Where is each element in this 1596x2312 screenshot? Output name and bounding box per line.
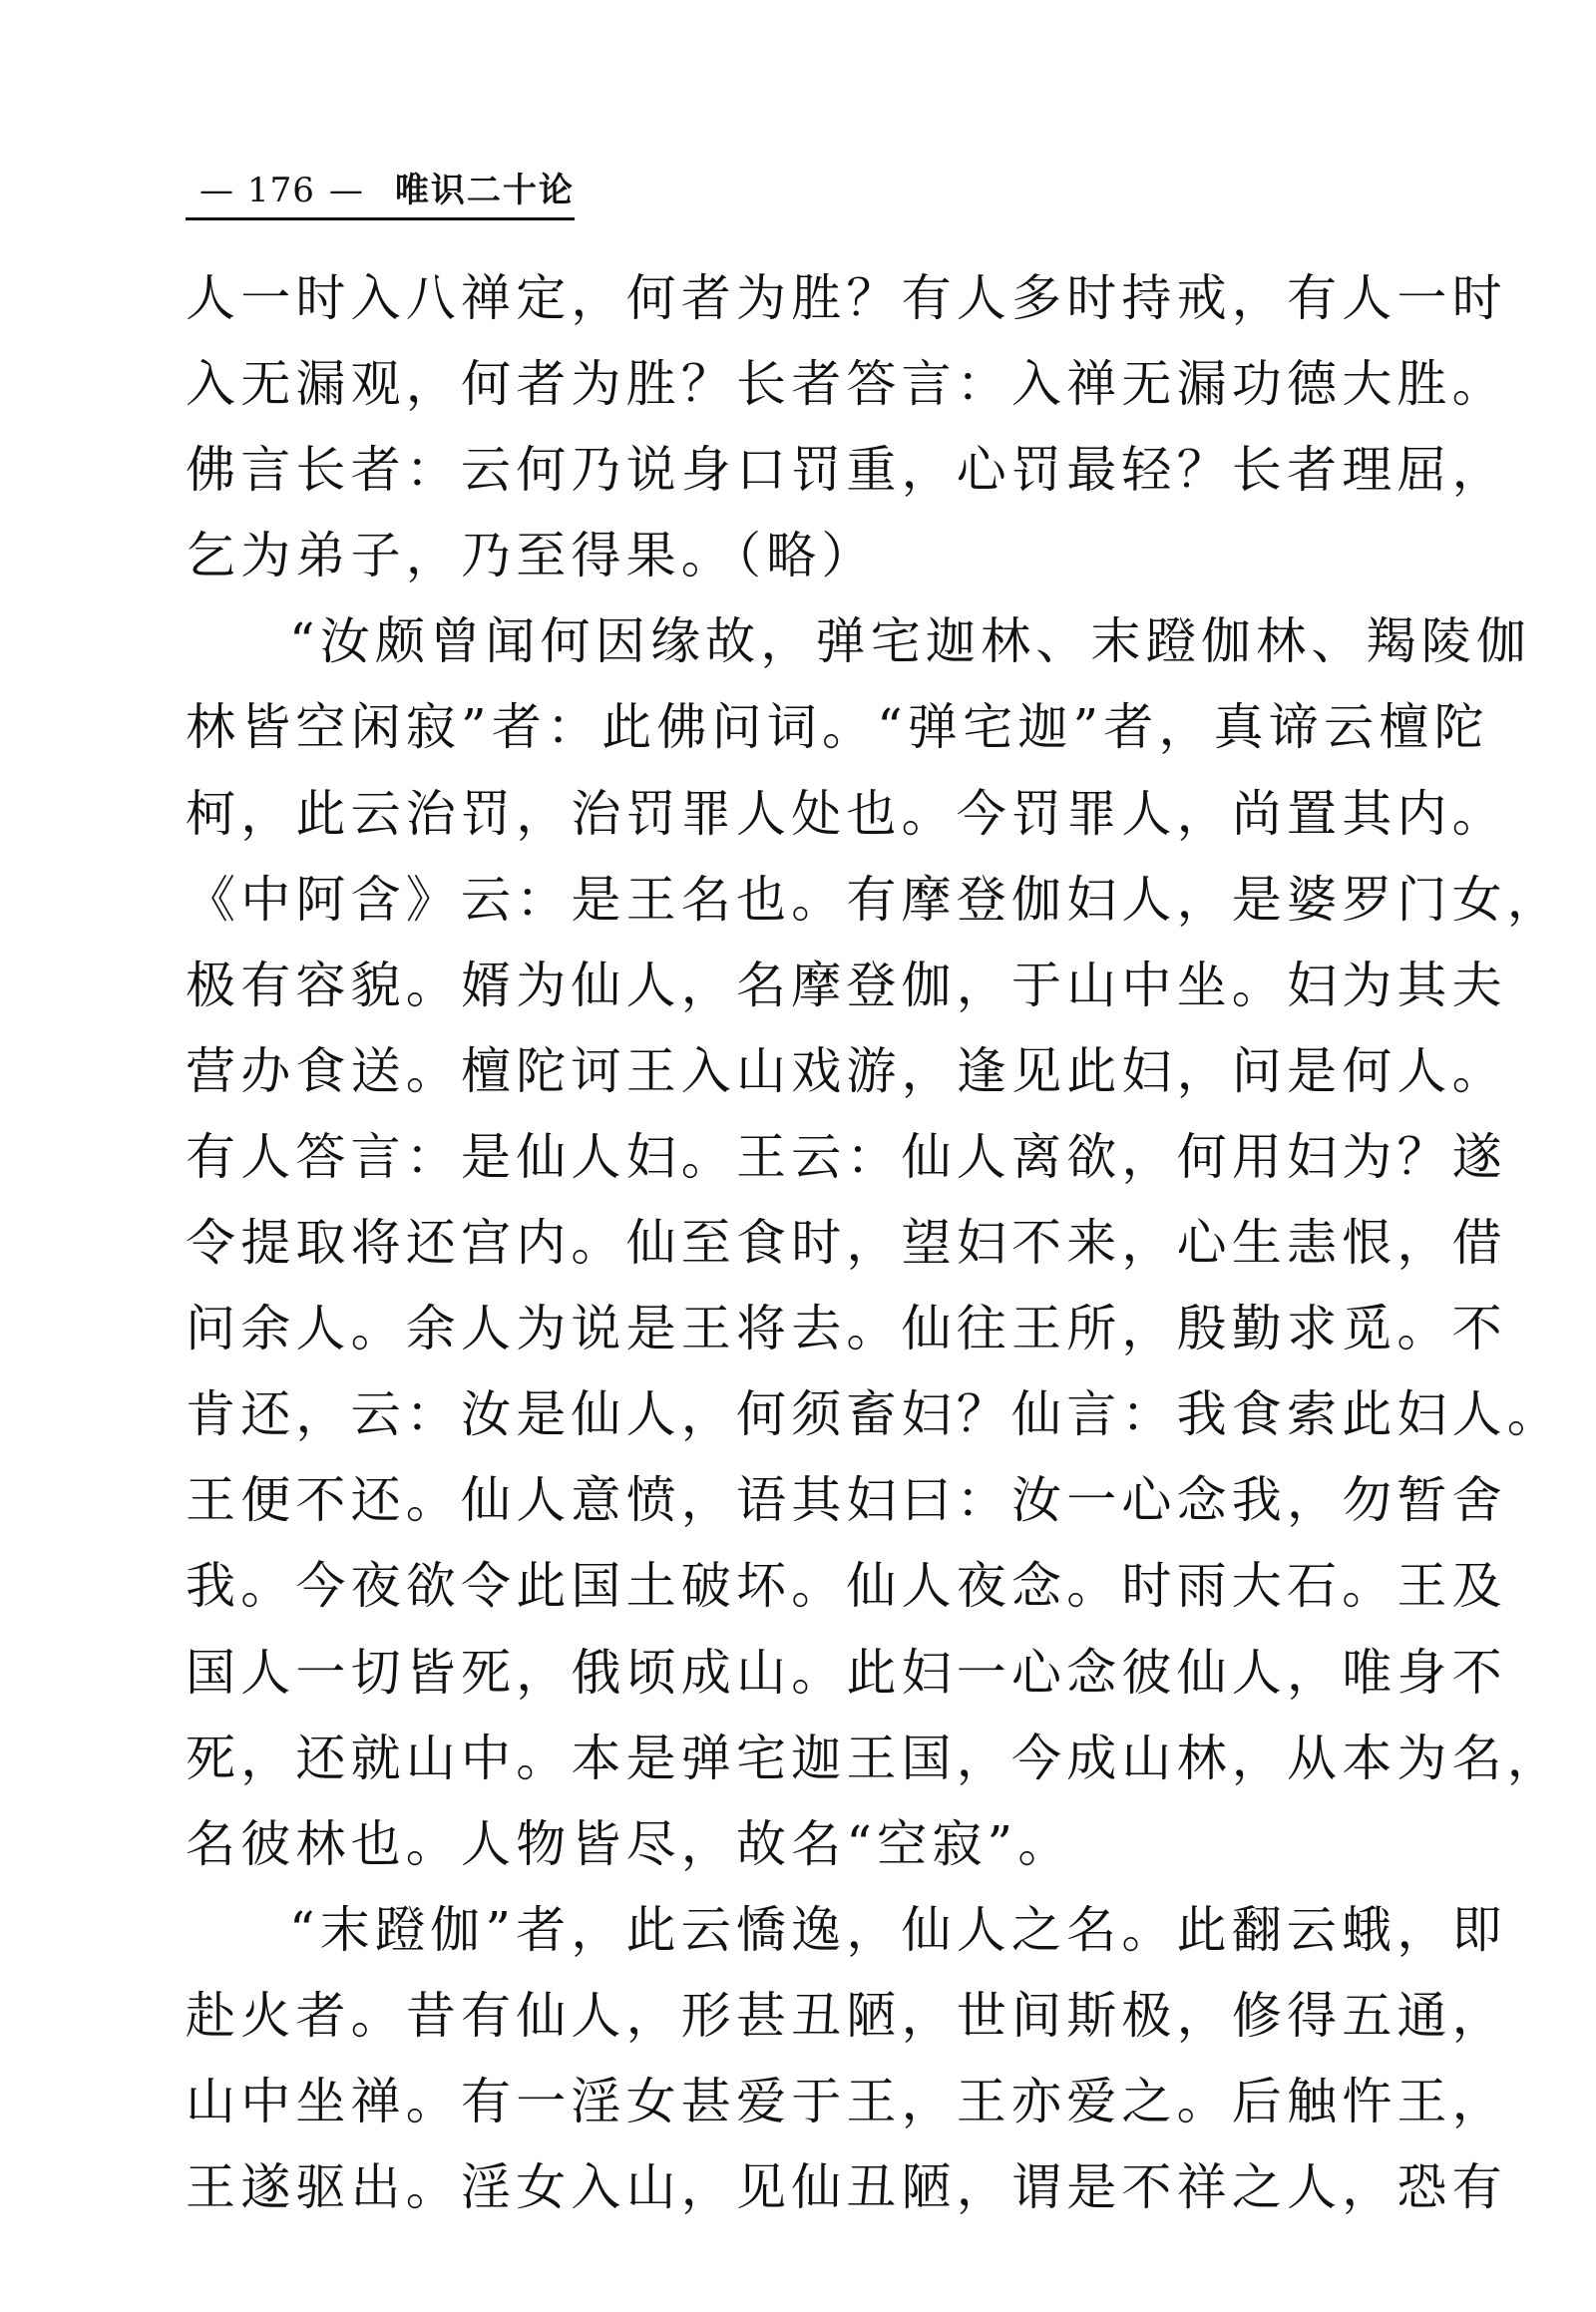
text-line: 死，还就山中。本是弹宅迦王国，今成山林，从本为名， — [186, 1729, 1562, 1787]
text-line: “汝颇曾闻何因缘故，弹宅迦林、末蹬伽林、羯陵伽 — [289, 612, 1532, 671]
running-header — [186, 152, 575, 220]
text-line: 极有容貌。婿为仙人，名摩登伽，于山中坐。妇为其夫 — [186, 956, 1507, 1014]
header-dash-right: — — [328, 171, 363, 210]
text-line: 山中坐禅。有一淫女甚爱于王，王亦爱之。后触忤王， — [186, 2072, 1507, 2130]
text-line: 令提取将还宫内。仙至食时，望妇不来，心生恚恨，借 — [186, 1214, 1507, 1273]
text-line: 有人答言：是仙人妇。王云：仙人离欲，何用妇为？遂 — [186, 1127, 1507, 1186]
text-line: 柯，此云治罚，治罚罪人处也。今罚罪人，尚置其内。 — [186, 784, 1507, 843]
text-line: 国人一切皆死，俄顷成山。此妇一心念彼仙人，唯身不 — [186, 1643, 1507, 1702]
body-text — [186, 255, 1562, 2230]
text-line: 乞为弟子，乃至得果。（略） — [186, 527, 877, 585]
text-line: “末蹬伽”者，此云憍逸，仙人之名。此翻云蛾，即 — [289, 1900, 1507, 1959]
text-line: 我。今夜欲令此国土破坏。仙人夜念。时雨大石。王及 — [186, 1557, 1507, 1616]
page-number: 176 — [247, 171, 315, 210]
book-title: 唯识二十论 — [394, 171, 575, 210]
text-line: 问余人。余人为说是王将去。仙往王所，殷勤求觅。不 — [186, 1300, 1507, 1358]
header-dash-left: — — [200, 171, 233, 210]
text-line: 赴火者。昔有仙人，形甚丑陋，世间斯极，修得五通， — [186, 1986, 1507, 2045]
text-line: 王便不还。仙人意愤，语其妇曰：汝一心念我，勿暂舍 — [186, 1471, 1507, 1530]
text-line: 人一时入八禅定，何者为胜？有人多时持戒，有人一时 — [186, 269, 1507, 327]
text-line: 肯还，云：汝是仙人，何须畜妇？仙言：我食索此妇人。 — [186, 1385, 1562, 1444]
text-line: 林皆空闲寂”者：此佛问词。“弹宅迦”者，真谛云檀陀 — [186, 698, 1489, 757]
text-line: 入无漏观，何者为胜？长者答言：入禅无漏功德大胜。 — [186, 355, 1507, 414]
text-line: 佛言长者：云何乃说身口罚重，心罚最轻？长者理屈， — [186, 441, 1507, 500]
text-line: 营办食送。檀陀诃王入山戏游，逢见此妇，问是何人。 — [186, 1041, 1507, 1100]
text-line: 王遂驱出。淫女入山，见仙丑陋，谓是不祥之人，恐有 — [186, 2158, 1507, 2217]
text-line: 《中阿含》云：是王名也。有摩登伽妇人，是婆罗门女， — [186, 870, 1562, 929]
text-line: 名彼林也。人物皆尽，故名“空寂”。 — [186, 1814, 1073, 1873]
